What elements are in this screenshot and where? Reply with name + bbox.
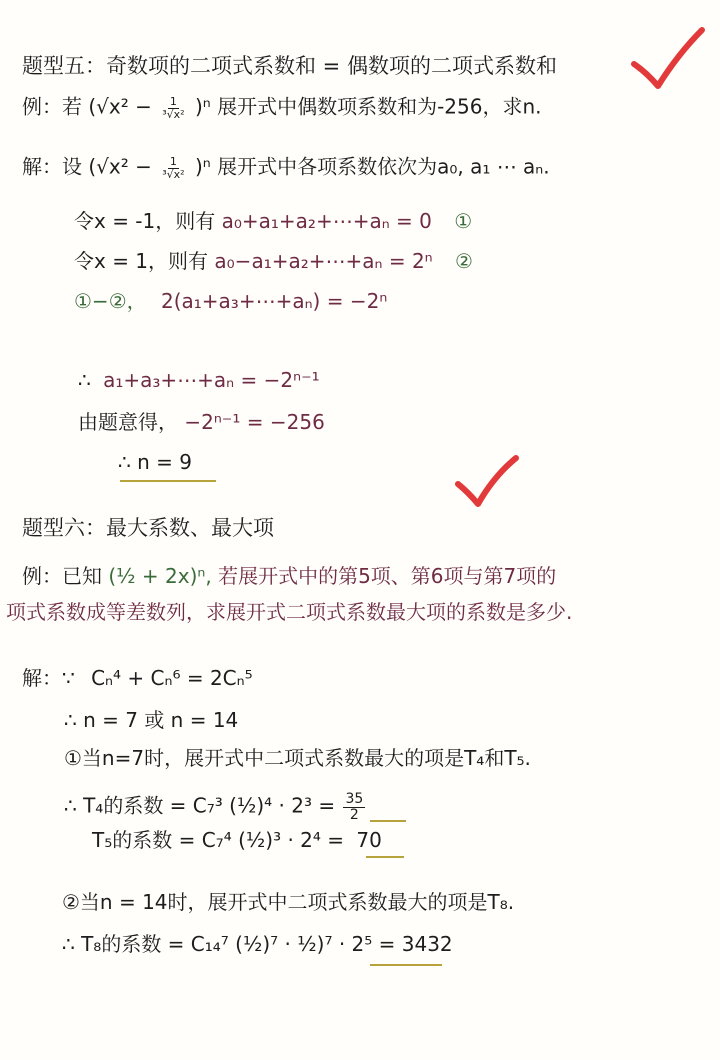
type6-solution-intro: 解：∵ Cₙ⁴ + Cₙ⁶ = 2Cₙ⁵ [22,666,253,690]
type5-title: 题型五：奇数项的二项式系数和 = 偶数项的二项式系数和 [22,54,557,78]
type6-title: 题型六：最大系数、最大项 [22,516,274,540]
t5-answer-underline [366,856,404,858]
type6-example-line2: 项式系数成等差数列，求展开式二项式系数最大项的系数是多少. [6,600,573,624]
type5-example: 例：若 (√x² − $\frac{1}{\text{³√x²}}$ )ⁿ 展开式中偶数项系数和为-256，求n. [22,94,542,121]
t4-answer-underline [370,820,406,822]
type5-solution-intro: 解：设 (√x² − $\frac{1}{\text{³√x²}}$ )ⁿ 展开式中各项系数依次为a₀, a₁ ⋯ aₙ. [22,154,550,181]
type6-example-line1: 例：已知 (½ + 2x)ⁿ, 若展开式中的第5项、第6项与第7项的 [22,564,557,588]
type6-case2-t8: ∴ T₈的系数 = C₁₄⁷ (½)⁷ · ½)⁷ · 2⁵ = 3432 [62,932,453,956]
red-checkmark-middle [452,452,522,512]
type5-step3: ①−②， 2(a₁+a₃+⋯+aₙ) = −2ⁿ [74,289,388,313]
t8-answer-underline [370,964,442,966]
type5-step2: 令x = 1，则有 a₀−a₁+a₂+⋯+aₙ = 2ⁿ ② [74,249,473,273]
red-checkmark-top [628,24,708,94]
type6-case1-t4: ∴ T₄的系数 = C₇³ (½)⁴ · 2³ = $\frac{35}{2}$ [64,791,364,823]
type5-step5: 由题意得， −2ⁿ⁻¹ = −256 [78,410,325,434]
type6-case1-t5: T₅的系数 = C₇⁴ (½)³ · 2⁴ = 70 [92,828,382,852]
type5-step4: ∴ a₁+a₃+⋯+aₙ = −2ⁿ⁻¹ [78,368,320,392]
type6-case1-heading: ①当n=7时，展开式中二项式系数最大的项是T₄和T₅. [64,746,531,770]
type5-answer-underline [120,480,216,482]
type5-answer: ∴ n = 9 [118,450,192,474]
type6-case2-heading: ②当n = 14时，展开式中二项式系数最大的项是T₈. [62,890,515,914]
type6-solution-n: ∴ n = 7 或 n = 14 [64,708,239,732]
type5-step1: 令x = -1，则有 a₀+a₁+a₂+⋯+aₙ = 0 ① [74,209,473,233]
